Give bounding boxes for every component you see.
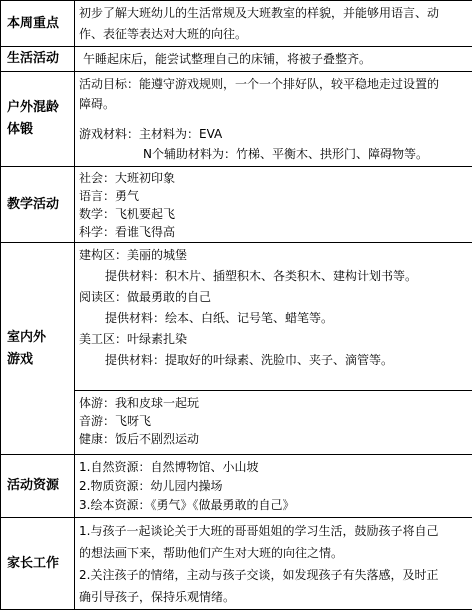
header-indoor — [1, 243, 75, 455]
parents-line: 2.关注孩子的情绪，主动与孩子交谈，如发现孩子有失落感，及时正 — [79, 567, 439, 582]
other-game-line: 健康：饭后不剧烈运动 — [79, 432, 200, 446]
header-indoor-line: 室内外 — [7, 329, 47, 345]
resource-line: 2.物质资源：幼儿园内操场 — [79, 478, 223, 493]
outdoor-material-line: 游戏材料：主材料为：EVA — [79, 127, 223, 141]
teaching-line: 数学：飞机要起飞 — [79, 206, 176, 221]
row-resources — [1, 455, 472, 518]
cell-outdoor — [75, 72, 472, 167]
indoor-other-games — [75, 390, 472, 448]
area-material: 提供材料：绘本、白纸、记号笔、蜡笔等。 — [105, 311, 334, 325]
other-game-line: 体游：我和皮球一起玩 — [79, 396, 200, 410]
header-resources: 活动资源 — [1, 455, 75, 518]
cell-resources — [75, 455, 472, 518]
header-outdoor — [1, 72, 75, 167]
life-line: 午睡起床后，能尝试整理自己的床铺，将被子叠整齐。 — [83, 51, 372, 66]
area-title: 建构区：美丽的城堡 — [79, 248, 188, 262]
focus-line: 初步了解大班幼儿的生活常规及大班教室的样貌，并能够用语言、动 — [79, 5, 440, 20]
other-game-line: 音游：飞呀飞 — [79, 414, 152, 428]
header-outdoor-line: 体锻 — [7, 122, 34, 137]
outdoor-aux-line: N个辅助材料为：竹梯、平衡木、拱形门、障碍物等。 — [143, 147, 428, 161]
header-indoor-line: 游戏 — [7, 351, 34, 367]
cell-teaching — [75, 167, 472, 243]
cell-life — [75, 47, 472, 72]
row-teaching — [1, 167, 472, 243]
row-life — [1, 47, 472, 72]
area-material: 提供材料：积木片、插塑积木、各类积木、建构计划书等。 — [105, 269, 418, 283]
teaching-line: 社会：大班初印象 — [79, 170, 176, 185]
cell-parents — [75, 518, 472, 610]
parents-line: 的想法画下来，帮助他们产生对大班的向往之情。 — [79, 545, 344, 560]
resource-line: 3.绘本资源：《勇气》《做最勇敢的自己》 — [79, 497, 295, 512]
header-parents: 家长工作 — [1, 518, 75, 610]
row-outdoor — [1, 72, 472, 167]
outdoor-goal-line: 障碍。 — [79, 97, 116, 111]
teaching-line: 科学：看谁飞得高 — [79, 224, 176, 239]
row-parents — [1, 518, 472, 610]
teaching-line: 语言：勇气 — [79, 188, 140, 203]
outdoor-goal-line: 活动目标：能遵守游戏规则，一个一个排好队，较平稳地走过设置的 — [79, 77, 440, 91]
cell-indoor — [75, 243, 472, 455]
parents-line: 确引导孩子，保持乐观情绪。 — [79, 589, 236, 604]
header-teaching: 教学活动 — [1, 167, 75, 243]
header-life: 生活活动 — [1, 47, 75, 72]
resource-line: 1.自然资源：自然博物馆、小山坡 — [79, 459, 259, 474]
header-outdoor-line: 户外混龄 — [7, 100, 60, 115]
row-indoor — [1, 243, 472, 455]
area-title: 阅读区：做最勇敢的自己 — [79, 290, 212, 304]
area-material: 提供材料：提取好的叶绿素、洗脸巾、夹子、滴管等。 — [105, 353, 394, 367]
header-focus: 本周重点 — [1, 1, 75, 47]
parents-line: 1.与孩子一起谈论关于大班的哥哥姐姐的学习生活，鼓励孩子将自己 — [79, 523, 439, 538]
row-focus — [1, 1, 472, 47]
cell-focus — [75, 1, 472, 47]
area-title: 美工区：叶绿素扎染 — [79, 332, 188, 346]
focus-line: 作、表征等表达对大班的向往。 — [79, 26, 248, 41]
